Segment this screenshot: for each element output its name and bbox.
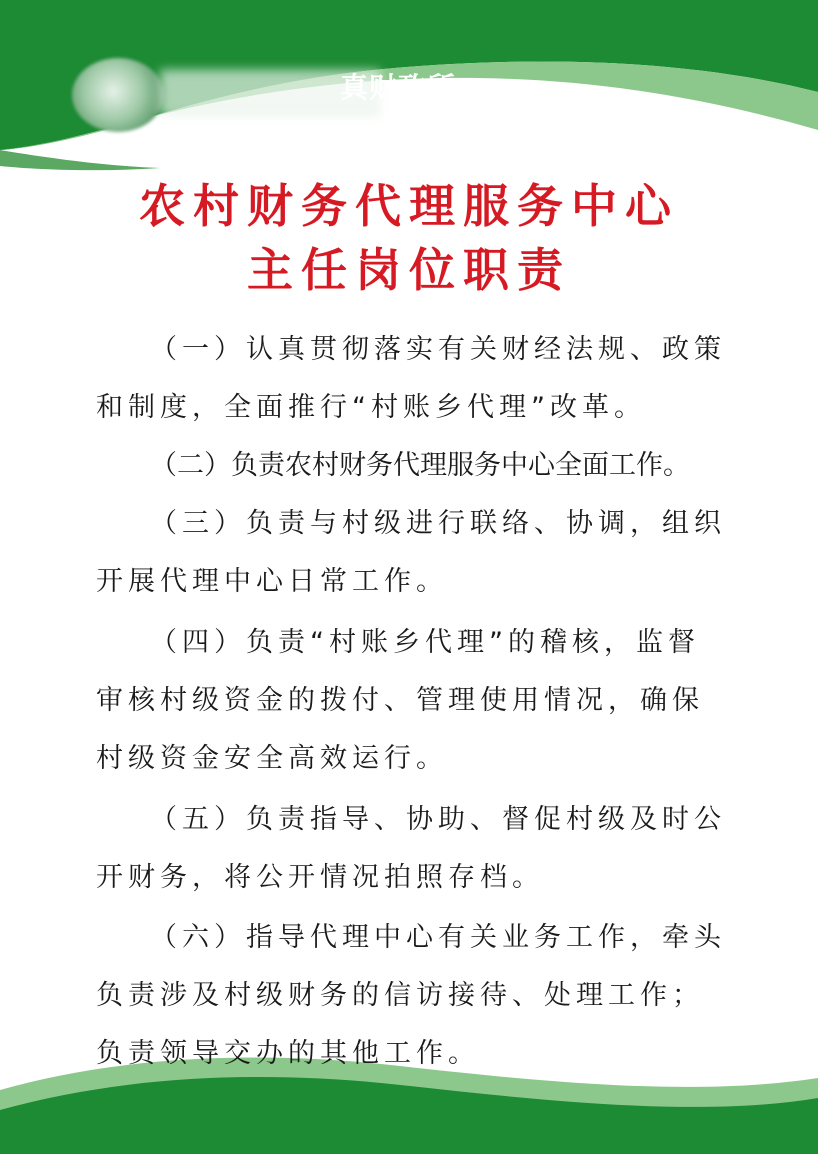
duty-line: 村级资金安全高效运行。 — [96, 743, 448, 774]
duty-line: （四）负责“村账乡代理”的稽核，监督 — [150, 627, 700, 658]
duty-line: 审核村级资金的拨付、管理使用情况，确保 — [96, 685, 704, 716]
duty-line: （二）负责农村财务代理服务中心全面工作。 — [150, 450, 690, 481]
duty-line: 开财务，将公开情况拍照存档。 — [96, 862, 544, 893]
emblem-logo-icon — [72, 58, 164, 132]
duty-line: （一）认真贯彻落实有关财经法规、政策 — [150, 334, 726, 365]
duty-line: 开展代理中心日常工作。 — [96, 566, 448, 597]
duty-line: （三）负责与村级进行联络、协调，组织 — [150, 508, 726, 539]
org-name: 真财政所 — [340, 71, 457, 104]
title-line-2: 主任岗位职责 — [247, 243, 571, 297]
title-line-1: 农村财务代理服务中心 — [139, 179, 679, 233]
duty-line: （六）指导代理中心有关业务工作，牵头 — [150, 922, 726, 953]
org-name-pinyin: AIZHENGSUO — [382, 110, 464, 123]
duty-line: 负责领导交办的其他工作。 — [96, 1038, 480, 1069]
duty-line: （五）负责指导、协助、督促村级及时公 — [150, 804, 726, 835]
duty-line: 负责涉及村级财务的信访接待、处理工作； — [96, 980, 704, 1011]
duty-line: 和制度，全面推行“村账乡代理”改革。 — [96, 392, 646, 423]
